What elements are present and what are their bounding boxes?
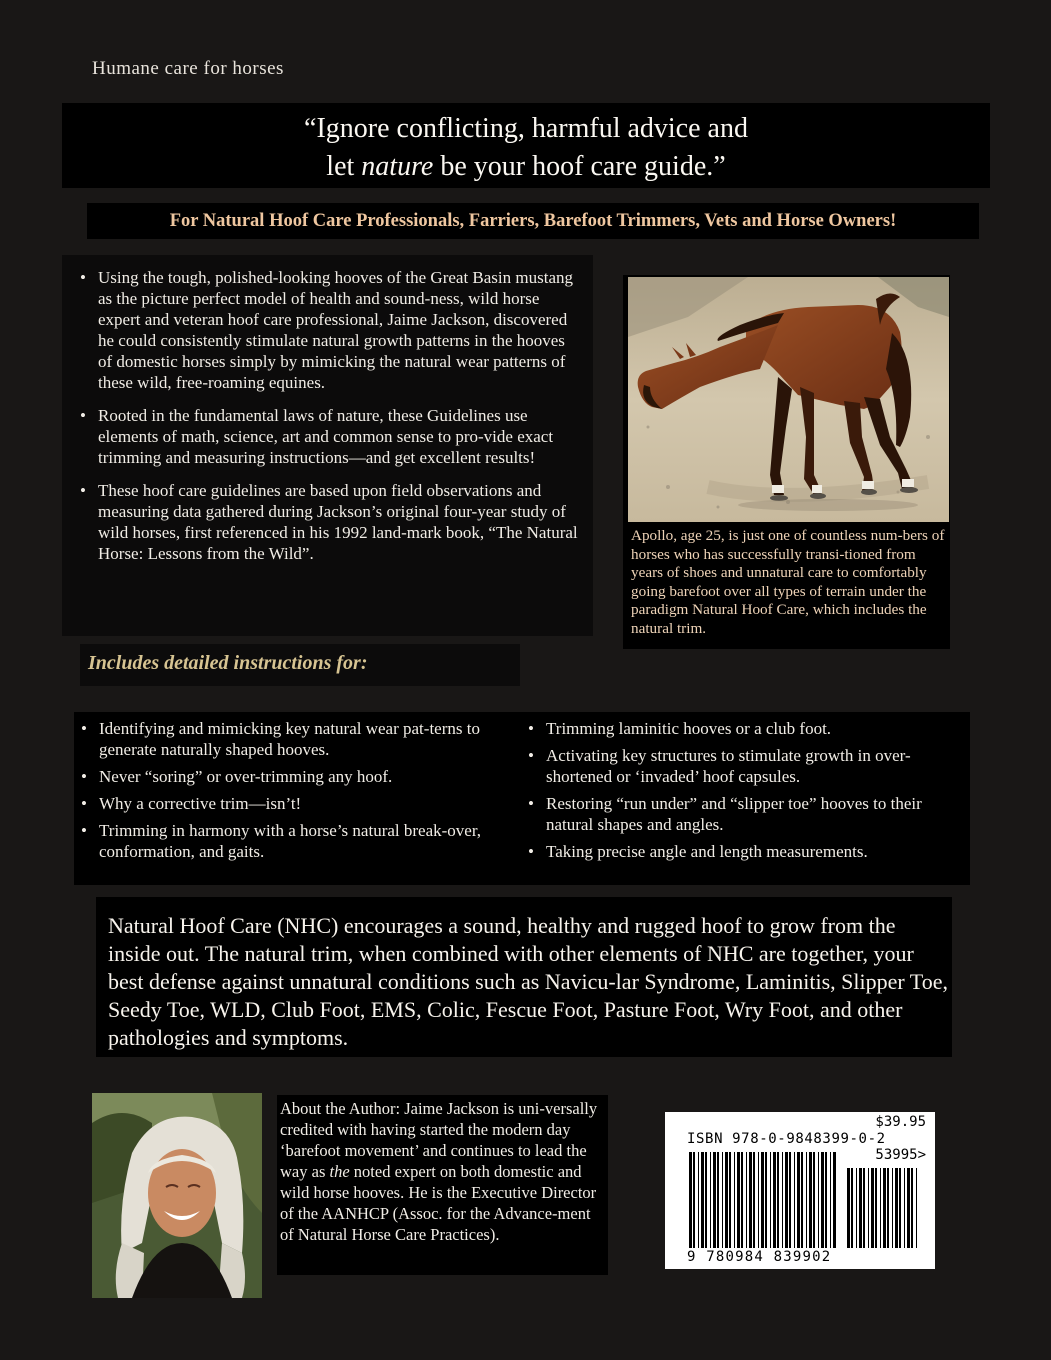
barcode-addon-label: 53995>: [875, 1147, 926, 1163]
bullet-icon: •: [528, 746, 534, 765]
barcode-digits: 9 780984 839902: [687, 1249, 832, 1265]
bullet-icon: •: [528, 719, 534, 738]
about-author: [280, 1098, 606, 1245]
author-photo: [92, 1093, 262, 1298]
pull-quote-line-2-end: be your hoof care guide.”: [433, 151, 726, 182]
bullet-icon: •: [81, 821, 87, 840]
isbn-label: ISBN 978-0-9848399-0-2: [687, 1131, 886, 1147]
isbn-barcode: [665, 1112, 935, 1269]
list-item: [74, 793, 514, 814]
nhc-summary-box: [96, 897, 952, 1057]
list-item-text: Why a corrective trim—isn’t!: [99, 794, 302, 813]
includes-heading-box: [80, 644, 520, 686]
intro-bullet-list: [62, 255, 593, 564]
list-item-text: Rooted in the fundamental laws of nature, these Guidelines use elements of math, science, art and common sense to pro-vide exact trimming and measuring instructions—and get excellent results!: [98, 406, 554, 467]
pull-quote-line-2-start: let: [326, 151, 362, 182]
pull-quote: [62, 103, 990, 186]
list-item-text: Identifying and mimicking key natural wear pat-terns to generate naturally shaped hooves.: [99, 719, 480, 759]
nhc-summary: Natural Hoof Care (NHC) encourages a sound, healthy and rugged hoof to grow from the inside out. The natural trim, when combined with other elements of NHC are together, your best defense against unnatural conditions such as Navicu-lar Syndrome, Laminitis, Slipper Toe, Seedy Toe, WLD, Club Foot, EMS, Colic, Fescue Foot, Pasture Foot, Wry Foot, and other pathologies and symptoms.: [108, 913, 948, 1050]
pull-quote-line-1: “Ignore conflicting, harmful advice and: [304, 113, 748, 144]
about-author-emphasis: the: [329, 1162, 350, 1181]
bullet-icon: •: [528, 842, 534, 861]
includes-heading: Includes detailed instructions for:: [88, 652, 368, 674]
cover-kicker: Humane care for horses: [92, 58, 284, 79]
list-item: [521, 745, 966, 787]
list-item: [74, 820, 514, 862]
about-author-end: noted expert on both domestic and wild horse hooves. He is the Executive Director of the AANHCP (Assoc. for the Advance-ment of Natural Horse Care Practices).: [280, 1162, 597, 1244]
bullet-icon: •: [80, 406, 86, 425]
about-author-start: About the Author: Jaime Jackson is uni-versally credited with having started the modern day ‘barefoot movement’ and continues to lead the way as: [280, 1099, 598, 1181]
list-item: [521, 793, 966, 835]
bullet-icon: •: [80, 481, 86, 500]
bullet-icon: •: [81, 767, 87, 786]
price-label: $39.95: [875, 1114, 926, 1130]
list-item-text: Activating key structures to stimulate growth in over-shortened or ‘invaded’ hoof capsules.: [546, 746, 911, 786]
instructions-column-left: [74, 718, 514, 868]
list-item-text: Trimming laminitic hooves or a club foot.: [546, 719, 832, 738]
instructions-list-right: [521, 718, 966, 862]
list-item-text: Never “soring” or over-trimming any hoof.: [99, 767, 393, 786]
horse-photo: [628, 277, 949, 522]
list-item: [74, 718, 514, 760]
list-item: [73, 480, 583, 564]
barcode-addon-bars: [847, 1168, 919, 1248]
list-item: [521, 718, 966, 739]
pull-quote-emphasis: nature: [361, 151, 434, 182]
list-item-text: These hoof care guidelines are based upon field observations and measuring data gathered during Jackson’s original four-year study of wild horses, first referenced in his 1992 land-mark book, “The Natural Horse: Lessons from the Wild”.: [98, 481, 578, 563]
intro-bullets-box: [62, 255, 593, 636]
bullet-icon: •: [528, 794, 534, 813]
list-item: [74, 766, 514, 787]
audience-text: For Natural Hoof Care Professionals, Farriers, Barefoot Trimmers, Vets and Horse Owners!: [169, 211, 897, 231]
list-item-text: Restoring “run under” and “slipper toe” hooves to their natural shapes and angles.: [546, 794, 922, 834]
barcode-bars: [689, 1152, 839, 1248]
list-item-text: Taking precise angle and length measurements.: [546, 842, 868, 861]
list-item: [521, 841, 966, 862]
bullet-icon: •: [81, 719, 87, 738]
photo-caption: Apollo, age 25, is just one of countless num-bers of horses who has successfully transi-tioned from years of shoes and unnatural care to comfortably going barefoot over all types of terrain under the paradigm Natural Hoof Care, which includes the natural trim.: [631, 527, 945, 637]
instructions-list-left: [74, 718, 514, 862]
list-item-text: Trimming in harmony with a horse’s natural break-over, conformation, and gaits.: [99, 821, 482, 861]
list-item-text: Using the tough, polished-looking hooves of the Great Basin mustang as the picture perfect model of health and sound-ness, wild horse expert and veteran hoof care professional, Jaime Jackson, discovered he could consistently stimulate natural growth patterns in the hooves of domestic horses simply by mimicking the natural wear patterns of these wild, free-roaming equines.: [98, 268, 573, 392]
list-item: [73, 405, 583, 468]
instructions-column-right: [521, 718, 966, 868]
audience-banner: [87, 203, 979, 239]
author-portrait: [92, 1093, 262, 1298]
bullet-icon: •: [80, 268, 86, 287]
horse-illustration: [628, 277, 949, 522]
about-author-box: [277, 1095, 608, 1275]
list-item: [73, 267, 583, 393]
bullet-icon: •: [81, 794, 87, 813]
pull-quote-box: [62, 103, 990, 188]
